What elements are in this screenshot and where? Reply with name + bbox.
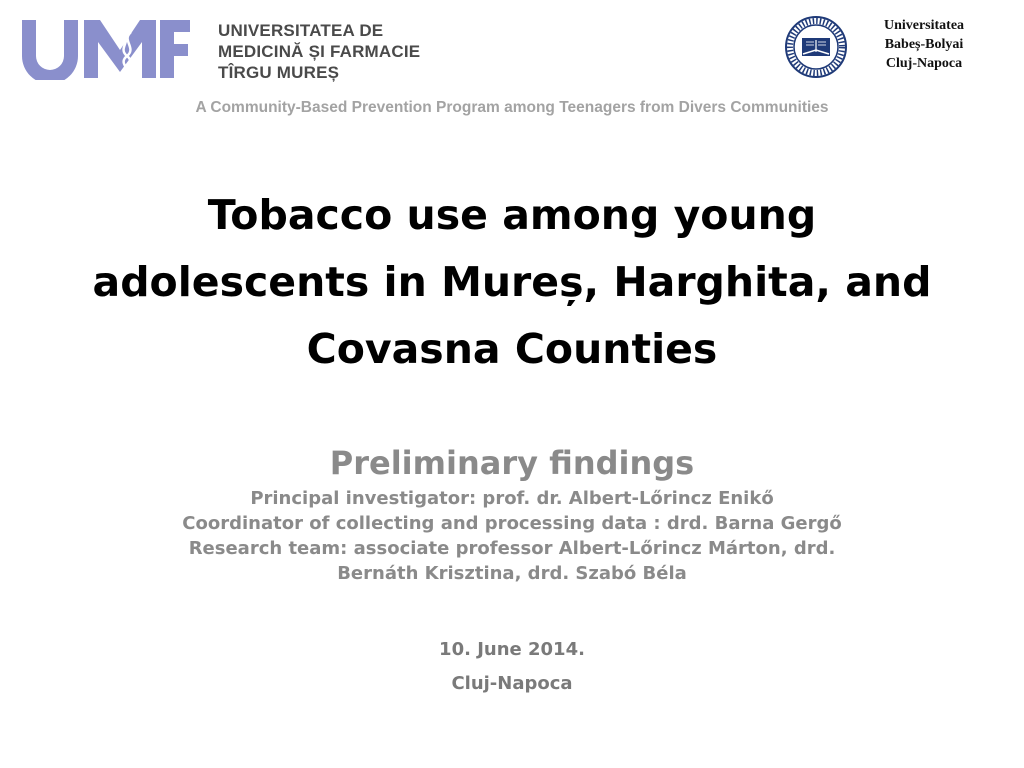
research-team-line: Bernáth Krisztina, drd. Szabó Béla [337, 563, 687, 584]
slide-title [40, 182, 984, 383]
section-heading: Preliminary findings [329, 444, 695, 482]
spacer [60, 586, 964, 633]
ubb-name [862, 16, 986, 73]
principal-investigator: Principal investigator: prof. dr. Albert-Lőrincz Enikő [250, 488, 774, 509]
slide-body [60, 440, 964, 701]
title-line: adolescents in Mureș, Harghita, and [92, 258, 932, 306]
ubb-name-line: Babeș-Bolyai [884, 37, 964, 52]
presentation-date: 10. June 2014. [439, 639, 585, 660]
ubb-name-line: Cluj-Napoca [885, 56, 963, 71]
coordinator: Coordinator of collecting and processing data : drd. Barna Gergő [182, 513, 842, 534]
program-subtitle: A Community-Based Prevention Program among Teenagers from Divers Communities [195, 99, 829, 116]
ubb-seal-logo [785, 16, 847, 78]
umf-name-line: UNIVERSITATEA DE [218, 21, 384, 40]
research-team-line: Research team: associate professor Albert-Lőrincz Márton, drd. [188, 538, 836, 559]
umf-logo-mark [20, 18, 192, 80]
ubb-name-line: Universitatea [883, 18, 965, 33]
title-line: Covasna Counties [306, 325, 718, 373]
umf-name-line: MEDICINĂ ȘI FARMACIE [218, 42, 421, 61]
umf-name [218, 20, 420, 83]
umf-logo [20, 18, 420, 88]
presentation-city: Cluj-Napoca [451, 673, 573, 694]
umf-name-line: TÎRGU MUREȘ [218, 63, 340, 82]
title-line: Tobacco use among young [207, 191, 817, 239]
